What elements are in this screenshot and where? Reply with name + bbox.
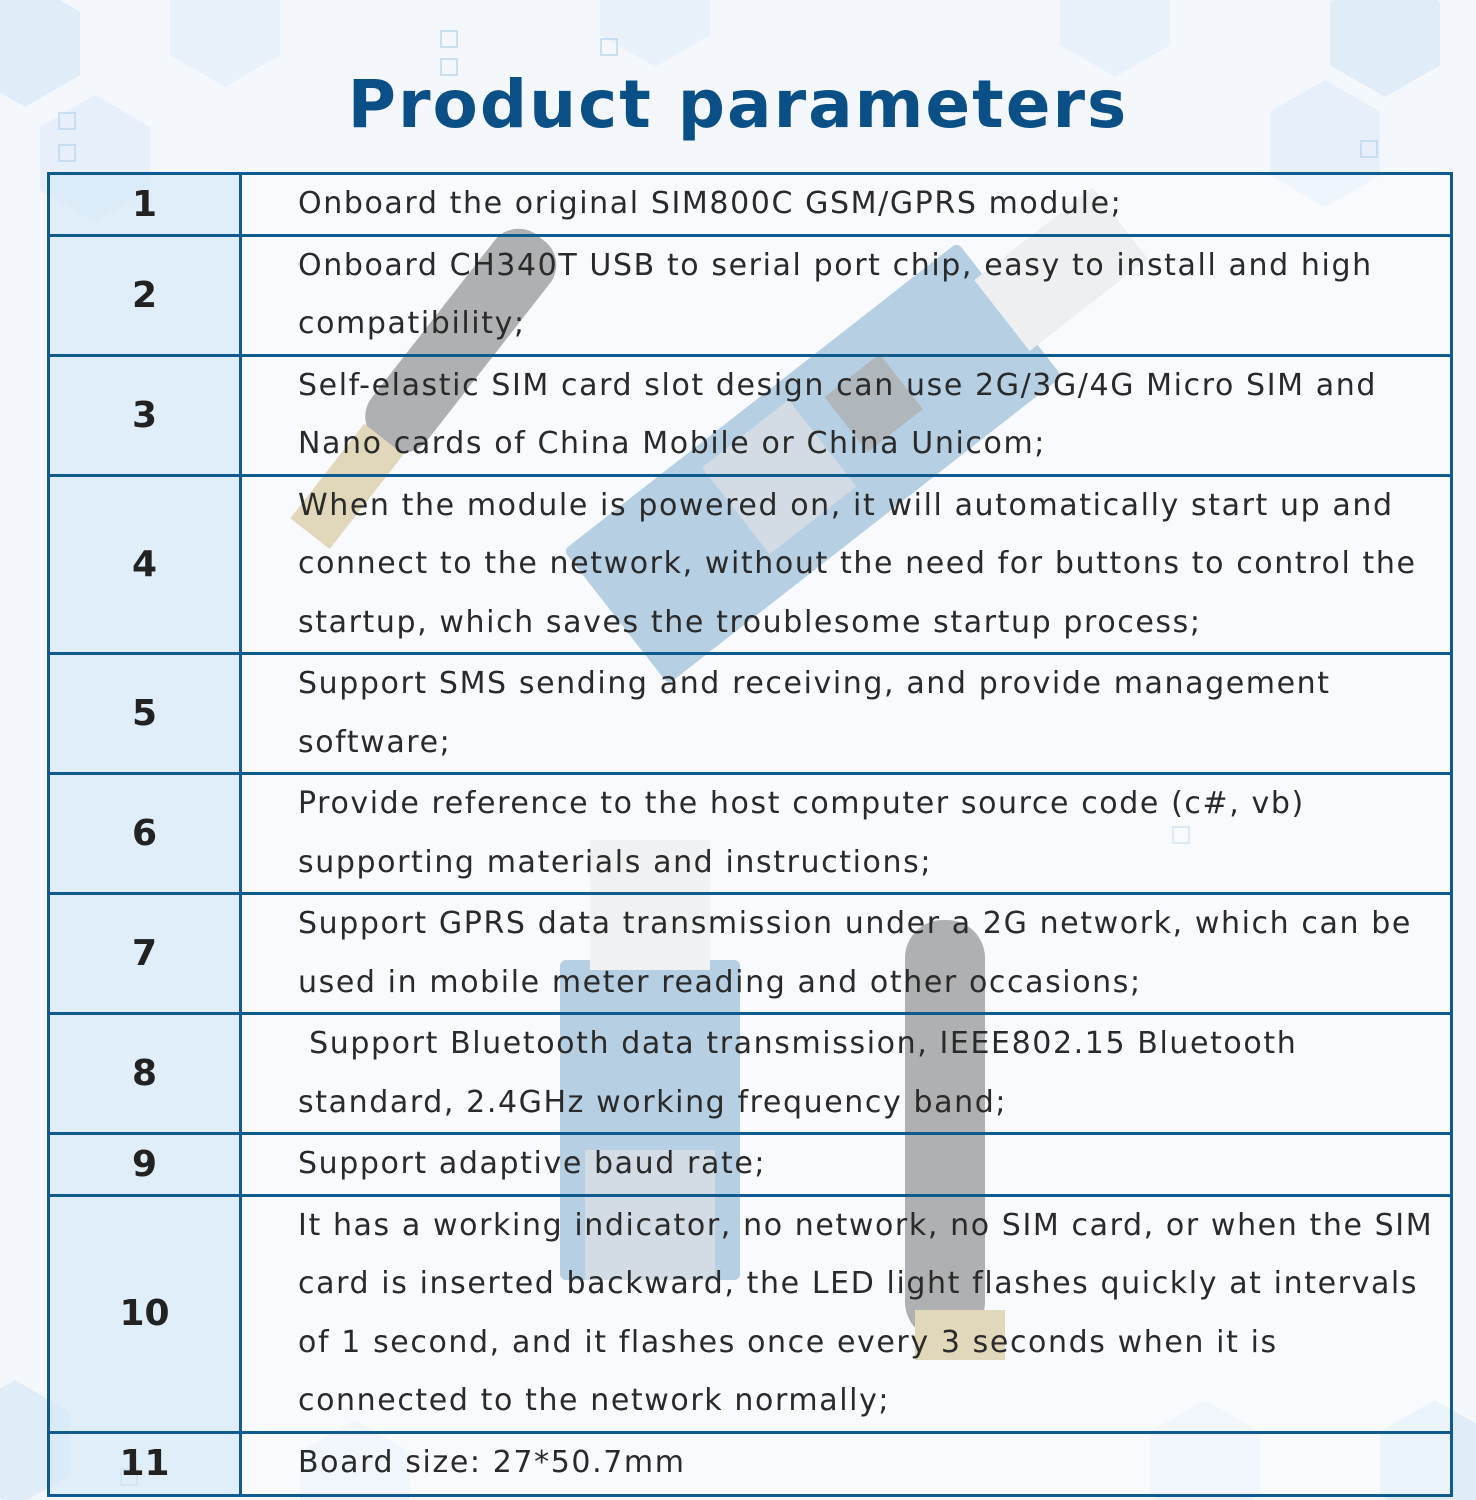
table-row xyxy=(49,475,1452,654)
row-description: Onboard CH340T USB to serial port chip, easy to install and high compatibility; xyxy=(241,235,1452,355)
table-row xyxy=(49,235,1452,355)
table-row xyxy=(49,894,1452,1014)
row-number: 6 xyxy=(49,774,241,894)
row-description: When the module is powered on, it will automatically start up and connect to the network, without the need for buttons to control the startup, which saves the troublesome startup process; xyxy=(241,475,1452,654)
row-number: 11 xyxy=(49,1432,241,1495)
row-number: 4 xyxy=(49,475,241,654)
page-title: Product parameters xyxy=(347,66,1129,143)
row-number: 8 xyxy=(49,1014,241,1134)
row-number: 10 xyxy=(49,1195,241,1432)
row-description: Onboard the original SIM800C GSM/GPRS module; xyxy=(241,174,1452,236)
row-description: Provide reference to the host computer source code (c#, vb) supporting materials and instructions; xyxy=(241,774,1452,894)
row-number: 1 xyxy=(49,174,241,236)
row-number: 2 xyxy=(49,235,241,355)
row-description: It has a working indicator, no network, no SIM card, or when the SIM card is inserted backward, the LED light flashes quickly at intervals of 1 second, and it flashes once every 3 seconds when it is connected to the network normally; xyxy=(241,1195,1452,1432)
row-description: Support adaptive baud rate; xyxy=(241,1134,1452,1196)
row-description: Support GPRS data transmission under a 2G network, which can be used in mobile meter reading and other occasions; xyxy=(241,894,1452,1014)
row-description: Self-elastic SIM card slot design can use 2G/3G/4G Micro SIM and Nano cards of China Mobile or China Unicom; xyxy=(241,355,1452,475)
row-number: 5 xyxy=(49,654,241,774)
table-row xyxy=(49,1432,1452,1495)
table-row xyxy=(49,174,1452,236)
table-row xyxy=(49,774,1452,894)
row-number: 7 xyxy=(49,894,241,1014)
row-description: Board size: 27*50.7mm xyxy=(241,1432,1452,1495)
table-row xyxy=(49,1195,1452,1432)
table-row xyxy=(49,654,1452,774)
row-number: 3 xyxy=(49,355,241,475)
table-row xyxy=(49,1014,1452,1134)
row-number: 9 xyxy=(49,1134,241,1196)
table-row xyxy=(49,1134,1452,1196)
row-description: Support Bluetooth data transmission, IEEE802.15 Bluetooth standard, 2.4GHz working frequency band; xyxy=(241,1014,1452,1134)
row-description: Support SMS sending and receiving, and provide management software; xyxy=(241,654,1452,774)
parameters-table xyxy=(47,172,1453,1497)
table-row xyxy=(49,355,1452,475)
